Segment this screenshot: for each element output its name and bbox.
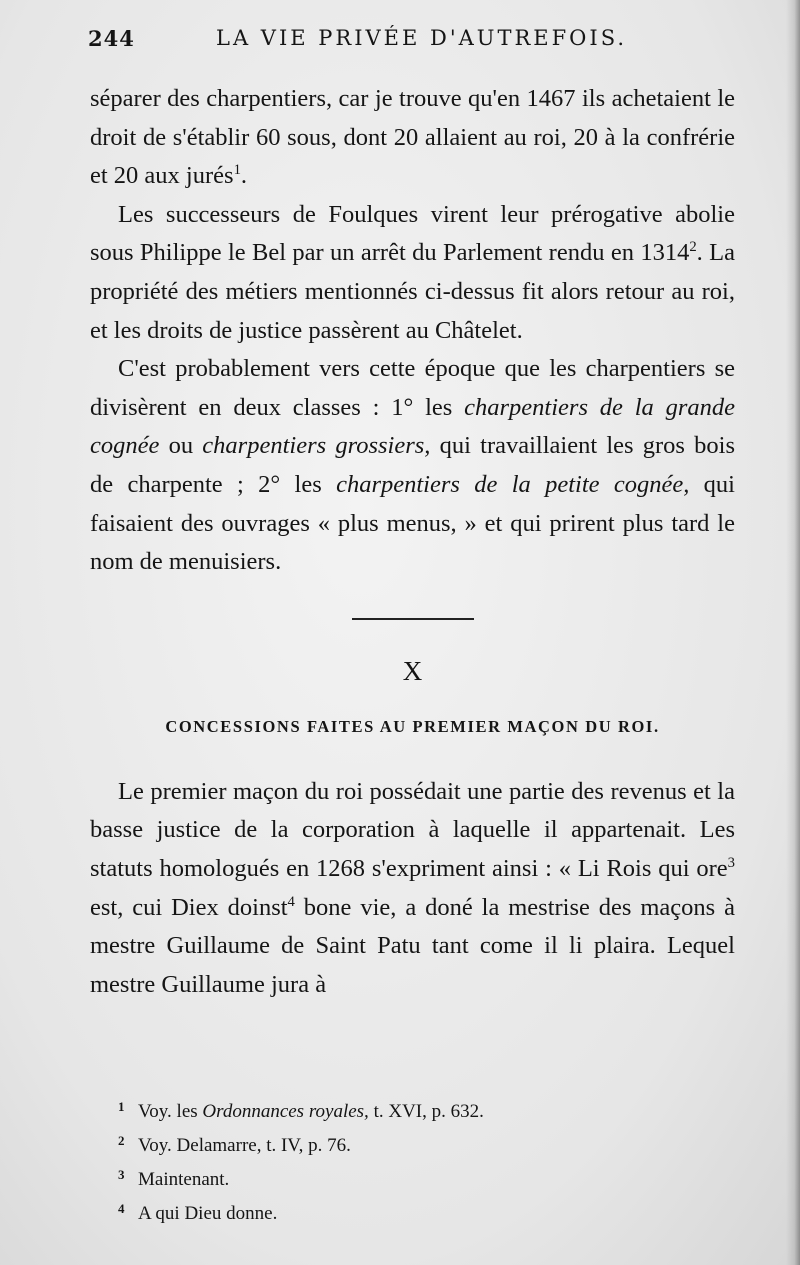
section-divider [352, 618, 474, 620]
footnotes [118, 1092, 718, 1228]
footnote [118, 1092, 718, 1126]
footnote-text: Voy. les [138, 1101, 203, 1122]
paragraph-1 [90, 80, 735, 196]
footnote-italic: Ordonnances royales, [202, 1101, 369, 1122]
footnote [118, 1160, 718, 1194]
page-number: 244 [88, 26, 135, 51]
footnote-text: A qui Dieu donne. [138, 1203, 278, 1224]
chapter-numeral: X [402, 655, 423, 686]
page-gutter-shadow [786, 0, 800, 1265]
footnote [118, 1194, 718, 1228]
footnote [118, 1126, 718, 1160]
paragraph-text: . La propriété des métiers mentionnés ci-dessus fit alors retour au roi, et les droits de justice passèrent au Châtelet. [90, 239, 735, 344]
paragraph-text: Les successeurs de Foulques virent leur prérogative abolie sous Philippe le Bel par un arrêt du Parlement rendu en 1314 [90, 200, 735, 267]
paragraph-text: Le premier maçon du roi possédait une partie des revenus et la basse justice de la corporation à laquelle il appartenait. Les statuts homologués en 1268 s'expriment ainsi : « Li Rois qui ore [90, 777, 735, 882]
footnote-text: Voy. Delamarre, t. IV, p. 76. [138, 1135, 351, 1156]
footnote-text: t. XVI, p. 632. [368, 1101, 484, 1122]
italic-term: charpentiers grossiers, [202, 432, 431, 460]
paragraph-text: qui faisaient des ouvrages « plus menus, » et qui prirent plus tard le nom de menuisiers. [90, 470, 735, 576]
footnote-mark: 1 [118, 1099, 125, 1114]
paragraph-text: C'est probablement vers cette époque que les charpentiers se divisèrent en deux classes : 1° les [90, 355, 735, 421]
paragraph-text: séparer des charpentiers, car je trouve qu'en 1467 ils achetaient le droit de s'établir 60 sous, dont 20 allaient au roi, 20 à la confrérie et 20 aux jurés [90, 85, 735, 190]
paragraph-text: bone vie, a doné la mestrise des maçons à mestre Guillaume de Saint Patu tant come il li plaira. Lequel mestre Guillaume jura à [90, 893, 735, 998]
footnote-mark: 3 [118, 1167, 125, 1182]
chapter-title: CONCESSIONS FAITES AU PREMIER MAÇON DU ROI. [165, 716, 660, 736]
paragraph-text: ou [159, 432, 203, 460]
paragraph-text: qui travaillaient les gros bois de charpente ; 2° les [90, 432, 736, 498]
footnote-ref[interactable]: 3 [727, 854, 735, 871]
italic-term: charpentiers de la petite cognée, [336, 470, 690, 498]
page-body [90, 80, 735, 1004]
paragraph-2 [90, 196, 735, 350]
footnote-ref[interactable]: 1 [233, 162, 241, 179]
running-title: LA VIE PRIVÉE D'AUTREFOIS. [216, 26, 628, 50]
paragraph-3 [90, 350, 735, 582]
paragraph-4 [90, 773, 735, 1005]
footnote-ref[interactable]: 2 [689, 239, 697, 256]
footnote-text: Maintenant. [138, 1169, 230, 1190]
paragraph-text: est, cui Diex doinst [90, 893, 288, 921]
italic-term: charpentiers de la grande cognée [90, 393, 735, 460]
footnote-mark: 2 [118, 1133, 125, 1148]
footnote-ref[interactable]: 4 [287, 893, 295, 910]
paragraph-text: . [240, 162, 248, 190]
footnote-mark: 4 [118, 1201, 125, 1216]
